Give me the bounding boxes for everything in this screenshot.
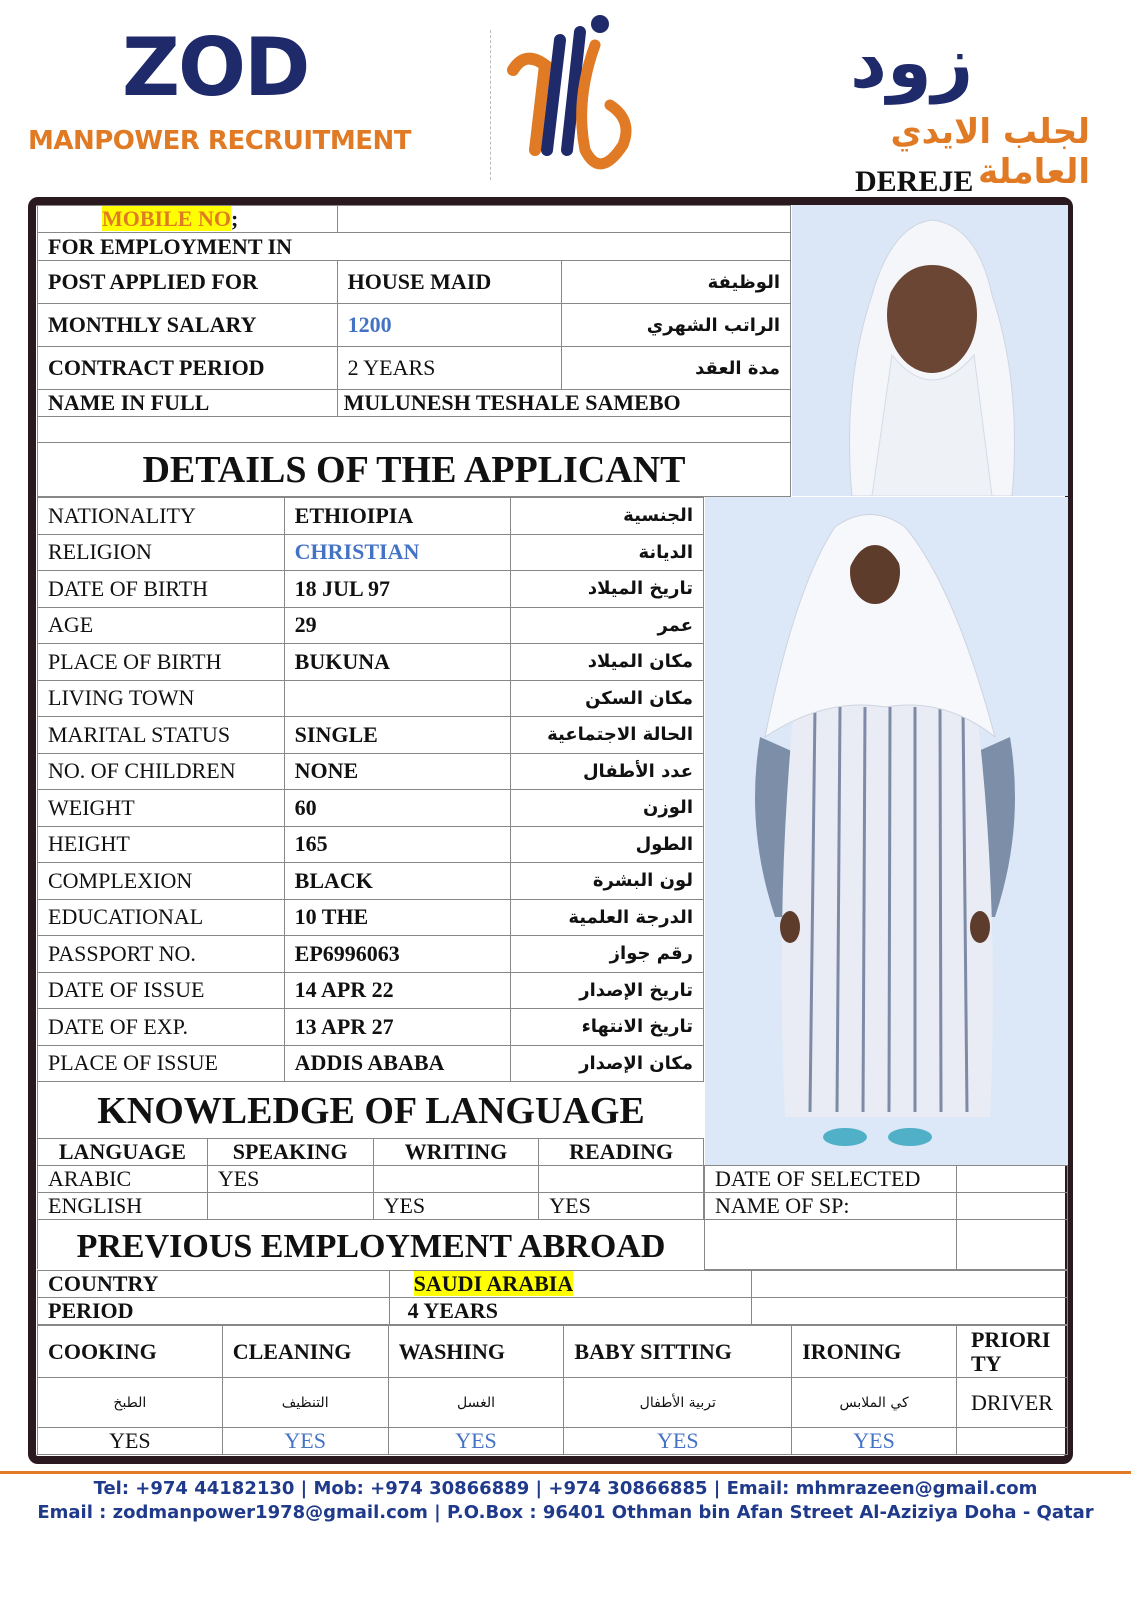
language-table (37, 1138, 704, 1220)
detail-arabic: مكان الميلاد (511, 644, 704, 681)
detail-value: 60 (284, 790, 511, 827)
detail-label: DATE OF ISSUE (38, 972, 285, 1009)
cooking-value: YES (38, 1428, 223, 1455)
date-selected-label: DATE OF SELECTED (705, 1166, 957, 1193)
skill-washing-arabic: الغسل (388, 1378, 564, 1428)
detail-arabic: الديانة (511, 534, 704, 571)
details-row (38, 972, 704, 1009)
details-row (38, 753, 704, 790)
mobile-cell (38, 206, 338, 233)
detail-label: PLACE OF BIRTH (38, 644, 285, 681)
skill-washing: WASHING (388, 1326, 564, 1378)
details-row (38, 936, 704, 973)
previous-title: PREVIOUS EMPLOYMENT ABROAD (37, 1219, 704, 1269)
detail-label: COMPLEXION (38, 863, 285, 900)
details-row (38, 790, 704, 827)
company-logo-icon (505, 10, 635, 175)
detail-value: 29 (284, 607, 511, 644)
contract-label: CONTRACT PERIOD (38, 347, 338, 390)
detail-arabic: عمر (511, 607, 704, 644)
detail-value: CHRISTIAN (284, 534, 511, 571)
name-label: NAME IN FULL (38, 390, 338, 417)
mobile-label: MOBILE NO (102, 206, 231, 231)
detail-label: PLACE OF ISSUE (38, 1045, 285, 1082)
lang-english-writing: YES (373, 1193, 539, 1220)
detail-label: DATE OF EXP. (38, 1009, 285, 1046)
period-label: PERIOD (38, 1298, 390, 1325)
detail-arabic: رقم جواز (511, 936, 704, 973)
detail-label: RELIGION (38, 534, 285, 571)
detail-value: BLACK (284, 863, 511, 900)
detail-arabic: مكان الإصدار (511, 1045, 704, 1082)
details-row (38, 607, 704, 644)
contract-value: 2 YEARS (337, 347, 562, 390)
skills-table (37, 1325, 1068, 1455)
employment-label: FOR EMPLOYMENT IN (38, 233, 791, 261)
detail-label: PASSPORT NO. (38, 936, 285, 973)
lang-arabic-reading (539, 1166, 704, 1193)
skill-baby-sitting-arabic: تربية الأطفال (564, 1378, 792, 1428)
washing-value: YES (388, 1428, 564, 1455)
details-row (38, 863, 704, 900)
lang-arabic-writing (373, 1166, 539, 1193)
header-divider (490, 30, 491, 180)
skill-ironing: IRONING (792, 1326, 957, 1378)
lang-arabic-speaking: YES (207, 1166, 373, 1193)
selection-blank-2 (956, 1220, 1067, 1270)
details-row (38, 826, 704, 863)
brand-name: ZOD (122, 21, 309, 114)
blank-row (38, 417, 791, 443)
country-value-cell (389, 1271, 752, 1298)
detail-arabic: الدرجة العلمية (511, 899, 704, 936)
date-selected-value (956, 1166, 1067, 1193)
skill-cleaning-arabic: التنظيف (222, 1378, 388, 1428)
detail-label: NO. OF CHILDREN (38, 753, 285, 790)
lang-english-reading: YES (539, 1193, 704, 1220)
detail-value: 165 (284, 826, 511, 863)
detail-arabic: الحالة الاجتماعية (511, 717, 704, 754)
details-row (38, 1009, 704, 1046)
detail-value: EP6996063 (284, 936, 511, 973)
detail-label: DATE OF BIRTH (38, 571, 285, 608)
salary-value: 1200 (337, 304, 562, 347)
sponsor-value (956, 1193, 1067, 1220)
country-value: SAUDI ARABIA (413, 1271, 574, 1296)
country-blank (752, 1271, 1068, 1298)
priority-value: DRIVER (956, 1378, 1067, 1428)
skill-baby-sitting: BABY SITTING (564, 1326, 792, 1378)
post-value: HOUSE MAID (337, 261, 562, 304)
details-row (38, 571, 704, 608)
details-table (37, 497, 704, 1082)
detail-value: 14 APR 22 (284, 972, 511, 1009)
lang-arabic: ARABIC (38, 1166, 208, 1193)
detail-value: SINGLE (284, 717, 511, 754)
skill-cleaning: CLEANING (222, 1326, 388, 1378)
details-row (38, 498, 704, 535)
selection-table (704, 1165, 1068, 1270)
footer-contact-line: Tel: +974 44182130 | Mob: +974 30866889 | +974 30866885 | Email: mhmrazeen@gmail.com (93, 1478, 1038, 1499)
detail-arabic: الطول (511, 826, 704, 863)
brand-name-arabic: زود (850, 20, 974, 104)
priority-yes-value (956, 1428, 1067, 1455)
lang-header-speaking: SPEAKING (207, 1139, 373, 1166)
detail-value: BUKUNA (284, 644, 511, 681)
detail-arabic: الجنسية (511, 498, 704, 535)
lang-english: ENGLISH (38, 1193, 208, 1220)
detail-label: MARITAL STATUS (38, 717, 285, 754)
detail-value: 18 JUL 97 (284, 571, 511, 608)
cleaning-value: YES (222, 1428, 388, 1455)
details-row (38, 644, 704, 681)
footer-address-line: Email : zodmanpower1978@gmail.com | P.O.Box : 96401 Othman bin Afan Street Al-Aziziya Doha - Qatar (37, 1502, 1094, 1523)
details-row (38, 680, 704, 717)
detail-label: WEIGHT (38, 790, 285, 827)
post-label: POST APPLIED FOR (38, 261, 338, 304)
detail-arabic: تاريخ الانتهاء (511, 1009, 704, 1046)
contract-arabic: مدة العقد (562, 347, 791, 390)
footer-divider (0, 1471, 1131, 1474)
agent-name: DEREJE (855, 165, 974, 198)
applicant-portrait (792, 205, 1068, 496)
skill-cooking-arabic: الطبخ (38, 1378, 223, 1428)
salary-label: MONTHLY SALARY (38, 304, 338, 347)
details-row (38, 1045, 704, 1082)
details-row (38, 717, 704, 754)
selection-blank (705, 1220, 957, 1270)
lang-header-language: LANGUAGE (38, 1139, 208, 1166)
detail-arabic: تاريخ الإصدار (511, 972, 704, 1009)
skill-cooking: COOKING (38, 1326, 223, 1378)
skill-priority: PRIORI TY (956, 1326, 1067, 1378)
mobile-value (337, 206, 790, 233)
detail-value: 10 THE (284, 899, 511, 936)
post-arabic: الوظيفة (562, 261, 791, 304)
lang-header-writing: WRITING (373, 1139, 539, 1166)
portrait-photo-icon (792, 205, 1068, 496)
detail-arabic: عدد الأطفال (511, 753, 704, 790)
sponsor-label: NAME OF SP: (705, 1193, 957, 1220)
lang-english-speaking (207, 1193, 373, 1220)
brand-tagline-arabic: لجلب الايدي العاملة (890, 112, 1090, 192)
detail-arabic: مكان السكن (511, 680, 704, 717)
details-title: DETAILS OF THE APPLICANT (37, 443, 791, 497)
employment-table (37, 205, 791, 443)
detail-value: 13 APR 27 (284, 1009, 511, 1046)
period-value: 4 YEARS (389, 1298, 752, 1325)
details-row (38, 899, 704, 936)
detail-arabic: تاريخ الميلاد (511, 571, 704, 608)
salary-arabic: الراتب الشهري (562, 304, 791, 347)
details-rows (38, 498, 704, 1082)
detail-value (284, 680, 511, 717)
detail-arabic: الوزن (511, 790, 704, 827)
brand-tagline: MANPOWER RECRUITMENT (28, 126, 411, 156)
detail-arabic: لون البشرة (511, 863, 704, 900)
previous-table (37, 1270, 1068, 1325)
detail-label: HEIGHT (38, 826, 285, 863)
language-title: KNOWLEDGE OF LANGUAGE (37, 1080, 704, 1138)
country-label: COUNTRY (38, 1271, 390, 1298)
detail-label: AGE (38, 607, 285, 644)
ironing-value: YES (792, 1428, 957, 1455)
detail-label: LIVING TOWN (38, 680, 285, 717)
skill-ironing-arabic: كي الملابس (792, 1378, 957, 1428)
mobile-suffix: ; (230, 206, 239, 231)
applicant-full-photo (705, 497, 1068, 1165)
full-body-photo-icon (705, 497, 1068, 1165)
detail-label: NATIONALITY (38, 498, 285, 535)
lang-header-reading: READING (539, 1139, 704, 1166)
details-row (38, 534, 704, 571)
detail-label: EDUCATIONAL (38, 899, 285, 936)
baby-sitting-value: YES (564, 1428, 792, 1455)
detail-value: NONE (284, 753, 511, 790)
period-blank (752, 1298, 1068, 1325)
detail-value: ETHIOIPIA (284, 498, 511, 535)
detail-value: ADDIS ABABA (284, 1045, 511, 1082)
name-value: MULUNESH TESHALE SAMEBO (337, 390, 790, 417)
